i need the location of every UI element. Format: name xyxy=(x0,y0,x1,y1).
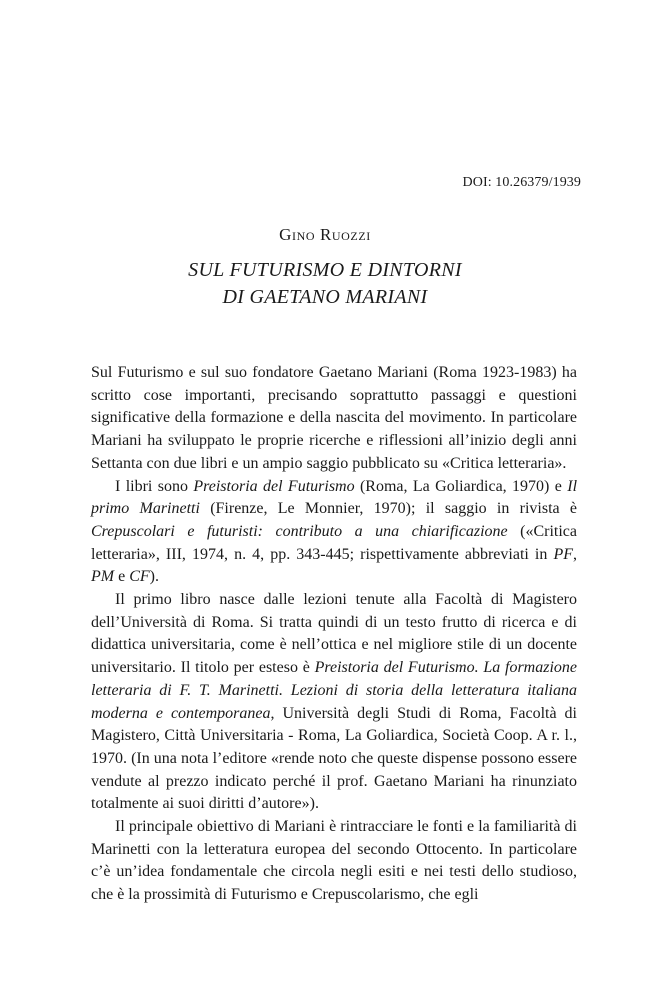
article-title xyxy=(0,257,650,311)
text-segment: (Roma, La Goliardica, 1970) e xyxy=(354,477,568,495)
doi-label: DOI: 10.26379/1939 xyxy=(462,175,581,190)
text-segment: Sul Futurismo e sul suo fondatore Gaetano Mariani (Roma 1923-1983) ha scritto cose importanti, precisando soprattutto passaggi e questioni significative della formazione e della nascita del movimento. In particolare Mariani ha sviluppato le proprie ricerche e riflessioni all’inizio degli anni Settanta con due libri e un ampio saggio pubblicato su «Critica letteraria». xyxy=(91,364,577,472)
italic-text: PM xyxy=(91,568,115,586)
paragraph xyxy=(91,816,577,907)
author-name: Gino Ruozzi xyxy=(279,225,371,244)
text-segment: e xyxy=(114,568,130,586)
italic-text: PF xyxy=(553,545,573,563)
paragraph xyxy=(91,362,577,476)
italic-text: CF xyxy=(129,568,150,586)
text-segment: Il primo libro nasce dalle lezioni tenute alla Facoltà di Magistero dell’Università di Roma. Si tratta quindi di un testo frutto di ricerca e di didattica universitaria, come è nell’ottica e nel migliore stile di un docente universitario. Il titolo per esteso è xyxy=(91,591,577,677)
paragraph xyxy=(91,476,577,590)
title-line-1: SUL FUTURISMO E DINTORNI xyxy=(188,259,462,281)
italic-text: Preistoria del Futurismo xyxy=(193,477,355,495)
paragraph xyxy=(91,589,577,816)
italic-text: Crepuscolari e futuristi: contributo a una chiarificazione xyxy=(91,522,508,540)
body-text xyxy=(91,362,577,907)
italic-text: Il primo Marinetti xyxy=(91,477,578,518)
text-segment: , Università degli Studi di Roma, Facoltà di Magistero, Città Universitaria - Roma, La Goliardica, Società Coop. A r. l., 1970. (In una nota l’editore «rende noto che queste dispense possono essere vendute al prezzo indicato perché il prof. Gaetano Mariani ha rinunziato totalmente ai suoi diritti d’autore»). xyxy=(91,704,577,813)
text-segment: I libri sono xyxy=(115,477,194,495)
text-segment: Il principale obiettivo di Mariani è rintracciare le fonti e la familiarità di Marinetti con la letteratura europea del secondo Ottocento. In particolare c’è un’idea fondamentale che circola negli esiti e nei testi dello studioso, che è la prossimità di Futurismo e Crepuscolarismo, che egli xyxy=(91,818,577,904)
italic-text: Preistoria del Futurismo. La formazione letteraria di F. T. Marinetti. Lezioni di storia della letteratura italiana moderna e contemporanea xyxy=(91,659,577,722)
text-segment: («Critica letteraria», III, 1974, n. 4, pp. 343-445; rispettivamente abbreviati in xyxy=(91,522,577,563)
text-segment: , xyxy=(573,545,577,563)
text-segment: (Firenze, Le Monnier, 1970); il saggio in rivista è xyxy=(199,500,577,518)
text-segment: ). xyxy=(149,568,159,586)
title-line-2: DI GAETANO MARIANI xyxy=(222,286,428,308)
